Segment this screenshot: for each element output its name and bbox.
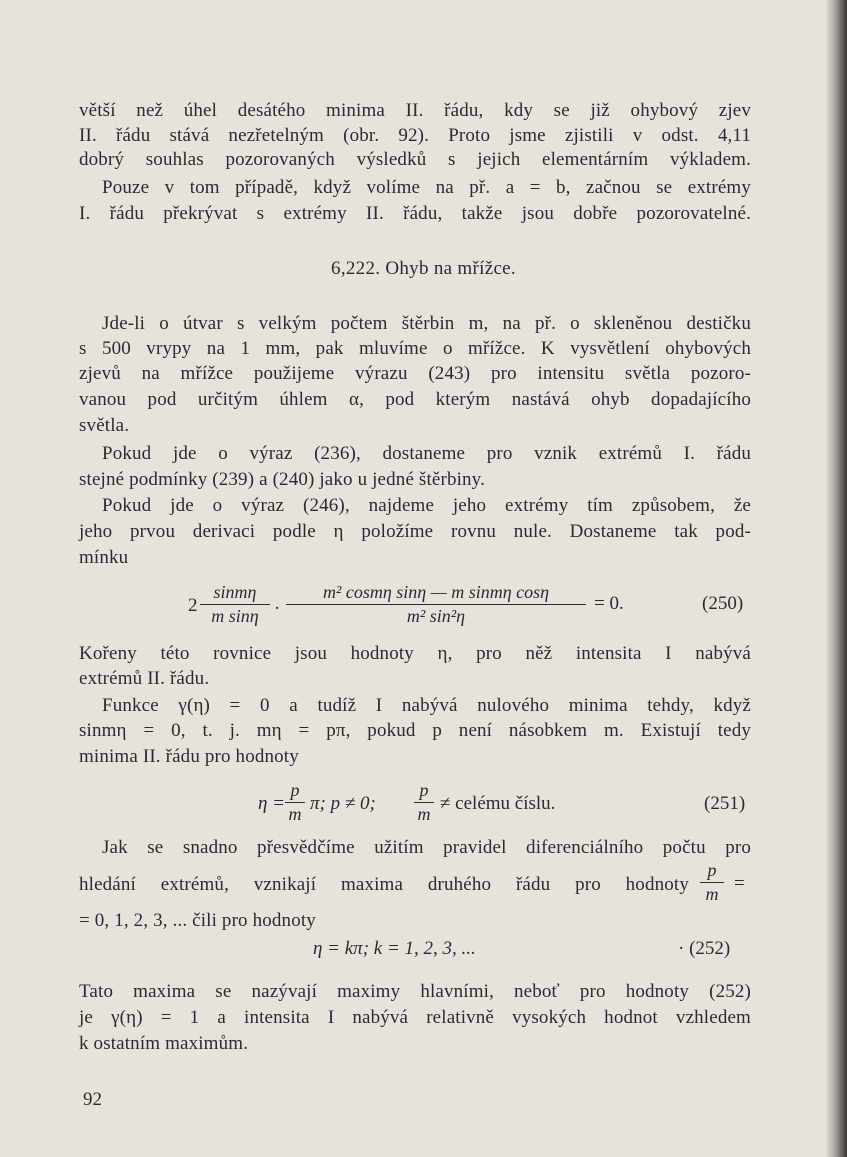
text-line: je γ(η) = 1 a intensita I nabývá relativně vysokých hodnot vzhledem [79, 1007, 751, 1028]
eq251-fraction-1 [285, 780, 305, 825]
eq251-f2-denominator: m [417, 804, 431, 824]
eq250-f2-numerator: m² cosmη sinη — m sinmη cosη [322, 582, 550, 602]
inline-fraction-p-over-m [700, 860, 724, 905]
text-line: Tato maxima se nazývají maximy hlavními, neboť pro hodnoty (252) [79, 981, 751, 1002]
text-line: extrémů II. řádu. [79, 668, 210, 689]
fraction-bar [700, 882, 724, 883]
section-heading: 6,222. Ohyb na mřížce. [331, 258, 516, 279]
eq251-fraction-2 [414, 780, 434, 825]
page-edge-shadow [825, 0, 847, 1157]
eq250-f1-numerator: sinmη [213, 582, 257, 602]
eq250-f2-denominator: m² sin²η [406, 606, 466, 626]
text-line: hledání extrémů, vznikají maxima druhého řádu pro hodnoty [79, 874, 689, 895]
fraction-bar [285, 802, 305, 803]
text-line: k ostatním maximům. [79, 1033, 249, 1054]
text-line: II. řádu stává nezřetelným (obr. 92). Proto jsme zjistili v odst. 4,11 [79, 125, 751, 146]
fraction-bar [200, 604, 270, 605]
text-line: větší než úhel desátého minima II. řádu, kdy se již ohybový zjev [79, 100, 751, 121]
eq250-rhs: = 0. [594, 593, 624, 614]
eq251-number: (251) [704, 793, 746, 814]
text-line: zjevů na mřížce použijeme výrazu (243) pro intensitu světla pozoro- [79, 363, 751, 384]
eq250-fraction-2 [286, 582, 586, 627]
text-line: Jde-li o útvar s velkým počtem štěrbin m, na př. o skleněnou destičku [102, 313, 751, 334]
eq250-coefficient: 2 [188, 595, 198, 616]
eq251-tail: ≠ celému číslu. [440, 793, 556, 814]
eq251-f2-numerator: p [419, 780, 429, 800]
text-line: světla. [79, 415, 130, 436]
eq251-f1-denominator: m [288, 804, 302, 824]
text-line: Jak se snadno přesvědčíme užitím pravidel diferenciálního počtu pro [102, 837, 751, 858]
text-line: jeho prvou derivaci podle η položíme rovnu nule. Dostaneme tak pod- [79, 521, 751, 542]
eq250-fraction-1 [200, 582, 270, 627]
text-line: Funkce γ(η) = 0 a tudíž I nabývá nulového minima tehdy, když [102, 695, 751, 716]
text-line: dobrý souhlas pozorovaných výsledků s jejich elementárním výkladem. [79, 149, 751, 170]
eq250-number: (250) [702, 593, 744, 614]
text-line: s 500 vrypy na 1 mm, pak mluvíme o mřížce. K vysvětlení ohybových [79, 338, 751, 359]
fraction-bar [286, 604, 586, 605]
text-line: Pouze v tom případě, když volíme na př. a = b, začnou se extrémy [102, 177, 751, 198]
eq250-dot: · [274, 598, 281, 619]
text-line: Pokud jde o výraz (246), najdeme jeho extrémy tím způsobem, že [102, 495, 751, 516]
text-line: stejné podmínky (239) a (240) jako u jedné štěrbiny. [79, 469, 486, 490]
text-line: minima II. řádu pro hodnoty [79, 746, 299, 767]
text-line: mínku [79, 547, 129, 568]
eq251-f1-numerator: p [290, 780, 300, 800]
page-number: 92 [83, 1089, 102, 1110]
text-line: Kořeny této rovnice jsou hodnoty η, pro něž intensita I nabývá [79, 643, 751, 664]
text-line: vanou pod určitým úhlem α, pod kterým nastává ohyb dopadajícího [79, 389, 751, 410]
text-line: I. řádu překrývat s extrémy II. řádu, takže jsou dobře pozorovatelné. [79, 203, 751, 224]
inline-frac-numerator: p [707, 860, 717, 880]
text-line: = 0, 1, 2, 3, ... čili pro hodnoty [79, 910, 316, 931]
fraction-bar [414, 802, 434, 803]
text-line: Pokud jde o výraz (236), dostaneme pro vznik extrémů I. řádu [102, 443, 751, 464]
inline-frac-denominator: m [705, 884, 719, 904]
equation-252: η = kπ; k = 1, 2, 3, ... [313, 938, 476, 959]
inline-equals: = [734, 873, 745, 894]
eq251-lhs: η = [258, 793, 285, 814]
eq250-f1-denominator: m sinη [211, 606, 259, 626]
text-line: sinmη = 0, t. j. mη = pπ, pokud p není násobkem m. Existují tedy [79, 720, 751, 741]
eq251-middle: π; p ≠ 0; [310, 793, 376, 814]
eq252-number: · (252) [678, 938, 731, 959]
